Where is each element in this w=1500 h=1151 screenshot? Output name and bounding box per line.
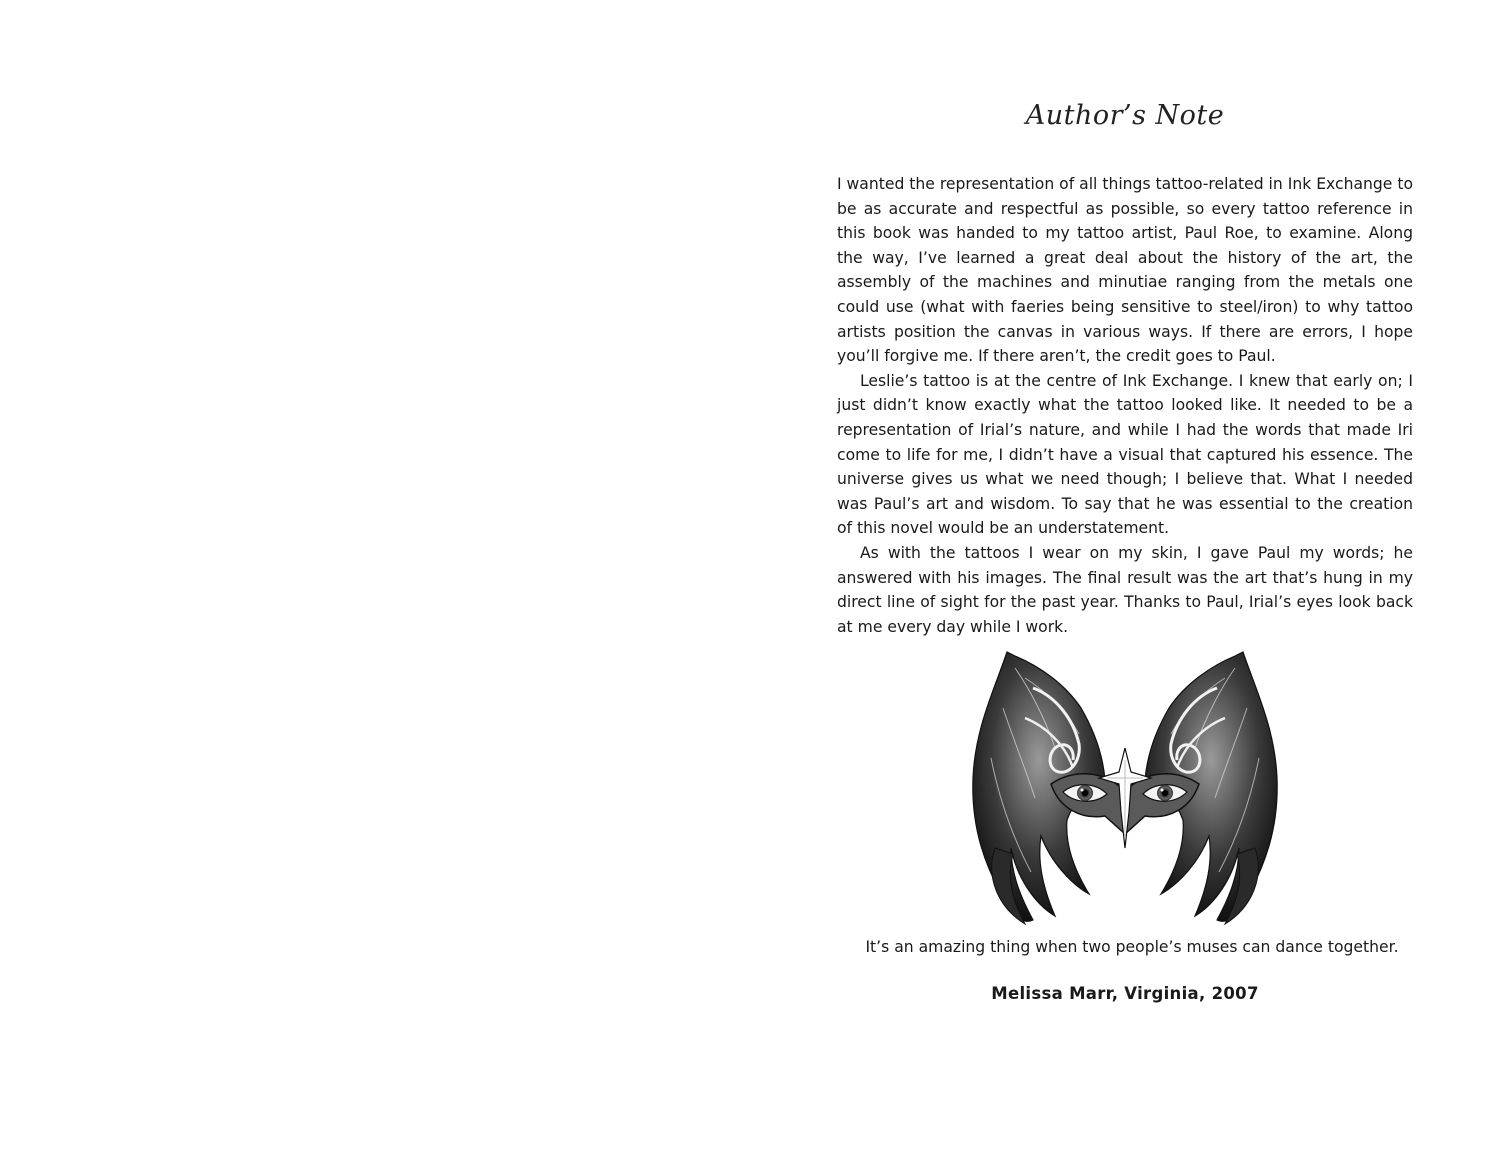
body-text: [837, 172, 1413, 639]
paragraph-1: I wanted the representation of all things tattoo-related in Ink Exchange to be as accurate and respectful as possible, so every tattoo reference in this book was handed to my tattoo artist, Paul Roe, to examine. Along the way, I’ve learned a great deal about the history of the art, the assembly of the machines and minutiae ranging from the metals one could use (what with faeries being sensitive to steel/iron) to why tattoo artists position the canvas in various ways. If there are errors, I hope you’ll forgive me. If there aren’t, the credit goes to Paul.: [837, 175, 1413, 366]
page-title: Author’s Note: [1025, 100, 1225, 131]
author-signature: Melissa Marr, Virginia, 2007: [991, 984, 1259, 1003]
celtic-knot-eyes-tattoo-icon: [955, 648, 1295, 926]
paragraph-3: As with the tattoos I wear on my skin, I gave Paul my words; he answered with his images. The final result was the art that’s hung in my direct line of sight for the past year. Thanks to Paul, Irial’s eyes look back at me every day while I work.: [837, 543, 1413, 636]
paragraph-2: Leslie’s tattoo is at the centre of Ink Exchange. I knew that early on; I just didn’t know exactly what the tattoo looked like. It needed to be a representation of Irial’s nature, and while I had the words that made Iri come to life for me, I didn’t have a visual that captured his essence. The universe gives us what we need though; I believe that. What I needed was Paul’s art and wisdom. To say that he was essential to the creation of this novel would be an understatement.: [837, 371, 1413, 538]
right-page: [750, 0, 1500, 1151]
illustration-caption: It’s an amazing thing when two people’s muses can dance together.: [865, 938, 1399, 956]
